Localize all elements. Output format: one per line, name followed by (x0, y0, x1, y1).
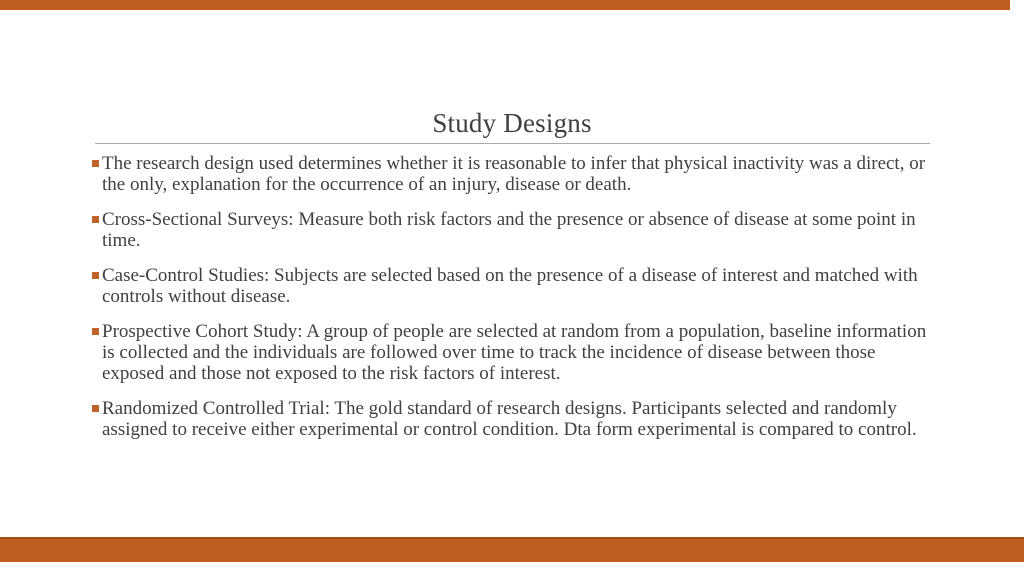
bullet-item (92, 321, 937, 384)
bullet-text: Prospective Cohort Study: A group of people are selected at random from a population, baseline information is collected and the individuals are followed over time to track the incidence of disease between those exposed and those not exposed to the risk factors of interest. (102, 321, 927, 384)
bullet-item (92, 209, 937, 251)
title-divider (95, 143, 930, 144)
bullet-item (92, 153, 937, 195)
bullet-text: Case-Control Studies: Subjects are selected based on the presence of a disease of interest and matched with controls without disease. (102, 265, 918, 307)
bottom-accent-bar (0, 537, 1024, 562)
bullet-text: The research design used determines whether it is reasonable to infer that physical inactivity was a direct, or the only, explanation for the occurrence of an injury, disease or death. (102, 153, 926, 195)
bullet-square-icon (92, 160, 99, 167)
bullet-text: Cross-Sectional Surveys: Measure both risk factors and the presence or absence of disease at some point in time. (102, 209, 916, 251)
bullet-square-icon (92, 272, 99, 279)
bullet-text: Randomized Controlled Trial: The gold standard of research designs. Participants selected and randomly assigned to receive either experimental or control condition. Dta form experimental is compared to control. (102, 398, 917, 440)
bullet-square-icon (92, 328, 99, 335)
slide-title: Study Designs (432, 108, 592, 138)
bullet-item (92, 398, 937, 440)
bullet-square-icon (92, 216, 99, 223)
top-accent-bar (0, 0, 1010, 10)
bullet-item (92, 265, 937, 307)
bullet-list (92, 153, 937, 454)
bullet-square-icon (92, 405, 99, 412)
